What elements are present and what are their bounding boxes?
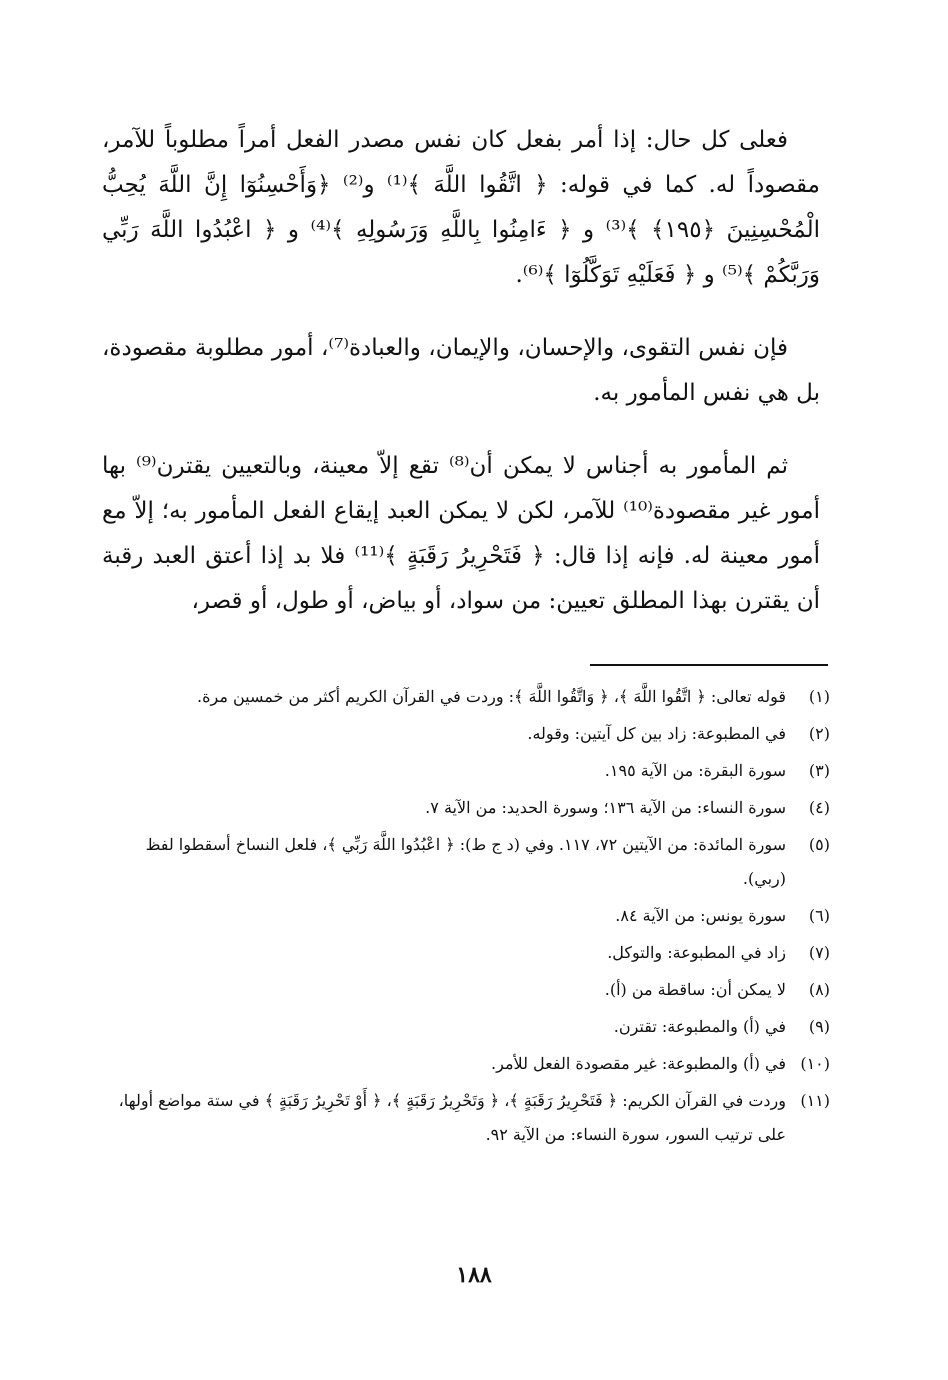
footnote-2	[104, 717, 830, 751]
paragraph-3: ثم المأمور به أجناس لا يمكن أن⁽⁸⁾ تقع إلاّ معينة، وبالتعيين يقترن⁽⁹⁾ بها أمور غير مقصودة⁽¹⁰⁾ للآمر، لكن لا يمكن العبد إيقاع الفعل المأمور به؛ إلاّ مع أمور معينة له. فإنه إذا قال: ﴿ فَتَحْرِيرُ رَقَبَةٍ ﴾⁽¹¹⁾ فلا بد إذا أعتق العبد رقبة أن يقترن بهذا المطلق تعيين: من سواد، أو بياض، أو طول، أو قصر،	[102, 453, 820, 614]
page-number: ١٨٨	[456, 1262, 492, 1288]
footnote-text: وردت في القرآن الكريم: ﴿ فَتَحْرِيرُ رَقَبَةٍ ﴾، ﴿ وَتَحْرِيرُ رَقَبَةٍ ﴾، ﴿ أَوْ تَحْرِيرُ رَقَبَةٍ ﴾ في ستة مواضع أولها، على ترتيب السور، سورة النساء: من الآية ٩٢.	[118, 1091, 786, 1144]
footnote-text: في (أ) والمطبوعة: تقترن.	[613, 1017, 786, 1036]
footnote-number: (٧)	[808, 943, 830, 962]
footnote-text: لا يمكن أن: ساقطة من (أ).	[604, 980, 786, 999]
footnote-number: (٢)	[808, 724, 830, 743]
footnote-text: زاد في المطبوعة: والتوكل.	[607, 943, 786, 962]
footnote-text: قوله تعالى: ﴿ اتَّقُوا اللَّهَ ﴾، ﴿ وَاتَّقُوا اللَّهَ ﴾: وردت في القرآن الكريم أكثر من خمسين مرة.	[197, 687, 786, 706]
main-text	[102, 118, 820, 652]
footnote-number: (١)	[808, 687, 830, 706]
footnote-10	[104, 1047, 830, 1081]
footnote-number: (٨)	[808, 980, 830, 999]
footnote-number: (٦)	[808, 906, 830, 925]
footnote-text: في (أ) والمطبوعة: غير مقصودة الفعل للأمر.	[491, 1054, 786, 1073]
footnote-6	[104, 899, 830, 933]
paragraph-1: فعلى كل حال: إذا أمر بفعل كان نفس مصدر الفعل أمراً مطلوباً للآمر، مقصوداً له. كما في قوله: ﴿ اتَّقُوا اللَّهَ ﴾⁽¹⁾ و⁽²⁾ ﴿وَأَحْسِنُوٓا إِنَّ اللَّهَ يُحِبُّ الْمُحْسِنِينَ ﴿١٩٥﴾ ﴾⁽³⁾ و ﴿ ءَامِنُوا بِاللَّهِ وَرَسُولِهِ ﴾⁽⁴⁾ و ﴿ اعْبُدُوا اللَّهَ رَبِّي وَرَبَّكُمْ ﴾⁽⁵⁾ و ﴿ فَعَلَيْهِ تَوَكَّلُوٓا ﴾⁽⁶⁾.	[102, 127, 820, 288]
footnote-8	[104, 973, 830, 1007]
footnote-7	[104, 936, 830, 970]
footnote-number: (٩)	[808, 1017, 830, 1036]
footnote-4	[104, 791, 830, 825]
footnote-number: (٥)	[808, 835, 830, 854]
footnote-text: سورة يونس: من الآية ٨٤.	[615, 906, 786, 925]
footnotes	[104, 680, 830, 1155]
footnote-number: (١١)	[800, 1091, 830, 1110]
footnote-text: سورة البقرة: من الآية ١٩٥.	[604, 761, 786, 780]
footnote-text: في المطبوعة: زاد بين كل آيتين: وقوله.	[527, 724, 786, 743]
footnote-text: سورة المائدة: من الآيتين ٧٢، ١١٧. وفي (د ج ط): ﴿ اعْبُدُوا اللَّهَ رَبِّي ﴾، فلعل النساخ أسقطوا لفظ (ربي).	[145, 835, 786, 888]
footnote-9	[104, 1010, 830, 1044]
paragraph-2: فإن نفس التقوى، والإحسان، والإيمان، والعبادة⁽⁷⁾، أمور مطلوبة مقصودة، بل هي نفس المأمور به.	[102, 335, 820, 406]
footnote-number: (٤)	[808, 798, 830, 817]
footnote-5	[104, 828, 830, 896]
footnote-11	[104, 1084, 830, 1152]
footnote-number: (٣)	[808, 761, 830, 780]
footnote-separator	[590, 664, 828, 666]
footnote-number: (١٠)	[800, 1054, 830, 1073]
footnote-text: سورة النساء: من الآية ١٣٦؛ وسورة الحديد: من الآية ٧.	[425, 798, 786, 817]
footnote-1	[104, 680, 830, 714]
footnote-3	[104, 754, 830, 788]
